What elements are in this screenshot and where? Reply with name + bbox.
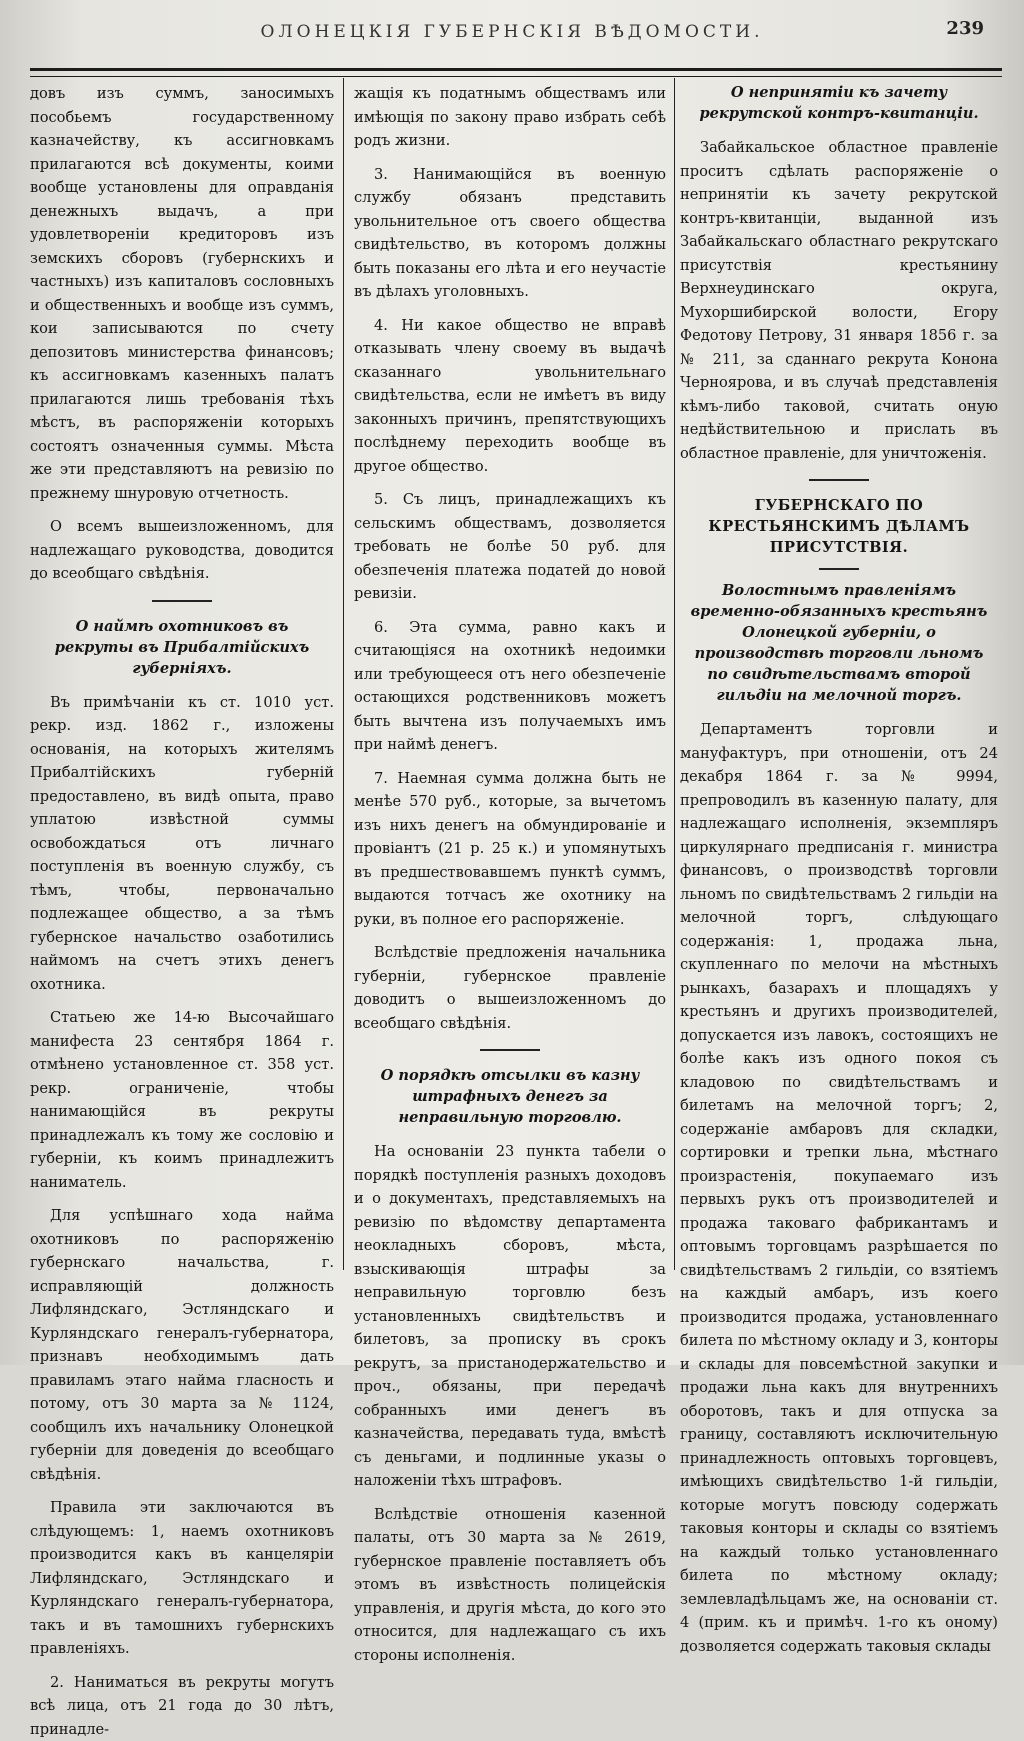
column-1 <box>30 82 334 1357</box>
column-2 <box>354 82 666 1357</box>
paragraph: 2. Наниматься въ рекруты могутъ всѣ лица, отъ 21 года до 30 лѣтъ, принадле- <box>30 1671 334 1741</box>
department-heading: ГУБЕРНСКАГО ПО КРЕСТЬЯНСКИМЪ ДѢЛАМЪ ПРИСУТСТВІЯ. <box>680 495 998 558</box>
column-3 <box>680 82 998 1357</box>
paragraph: Статьею же 14-ю Высочайшаго манифеста 23 сентября 1864 г. отмѣнено установленное ст. 358 уст. рекр. ограниченіе, чтобы нанимающійся въ рекруты принадлежалъ къ тому же сословію и губерніи, къ коимъ принадлежитъ наниматель. <box>30 1006 334 1194</box>
paragraph: Для успѣшнаго хода найма охотниковъ по распоряженію губернскаго начальства, г. исправляющій должность Лифляндскаго, Эстляндскаго и Курляндскаго генералъ-губернатора, признавъ необходимымъ дать правиламъ этаго найма гласность и потому, отъ 30 марта за № 1124, сообщилъ ихъ начальнику Олонецкой губерніи для доведенія до всеобщаго свѣдѣнія. <box>30 1204 334 1486</box>
paragraph: 7. Наемная сумма должна быть не менѣе 570 руб., которые, за вычетомъ изъ нихъ денегъ на обмундированіе и провіантъ (21 р. 25 к.) и упомянутыхъ въ предшествовавшемъ пунктѣ суммъ, выдаются тотчасъ же охотнику на руки, въ полное его распоряженіе. <box>354 767 666 932</box>
paragraph: Въ примѣчаніи къ ст. 1010 уст. рекр. изд. 1862 г., изложены основанія, на которыхъ жителямъ Прибалтійскихъ губерній предоставлено, въ видѣ опыта, право уплатою извѣстной суммы освобождаться отъ личнаго поступленія въ военную службу, съ тѣмъ, чтобы, первоначально подлежащее общество, а за тѣмъ губернское начальство озаботились наймомъ на счетъ этихъ денегъ охотника. <box>30 691 334 997</box>
section-title: О наймѣ охотниковъ въ рекруты въ Прибалтійскихъ губерніяхъ. <box>34 616 330 679</box>
paragraph: Вслѣдствіе предложенія начальника губерніи, губернское правленіе доводитъ о вышеизложенномъ до всеобщаго свѣдѣнія. <box>354 941 666 1035</box>
column-divider-1 <box>343 78 344 1270</box>
paragraph: Правила эти заключаются въ слѣдующемъ: 1, наемъ охотниковъ производится какъ въ канцеляріи Лифляндскаго, Эстляндскаго и Курляндскаго генералъ-губернатора, такъ и въ тамошнихъ губернскихъ правленіяхъ. <box>30 1496 334 1661</box>
paragraph: О всемъ вышеизложенномъ, для надлежащаго руководства, доводится до всеобщаго свѣдѣнія. <box>30 515 334 586</box>
paragraph: жащія къ податнымъ обществамъ или имѣющія по закону право избрать себѣ родъ жизни. <box>354 82 666 153</box>
column-divider-2 <box>674 78 675 1270</box>
section-separator <box>480 1049 540 1051</box>
paragraph: 5. Съ лицъ, принадлежащихъ къ сельскимъ обществамъ, дозволяется требовать не болѣе 50 руб. для обезпеченія платежа податей до новой ревизіи. <box>354 488 666 606</box>
page-header <box>0 12 1024 52</box>
section-separator <box>152 600 212 602</box>
paragraph: Забайкальское областное правленіе проситъ сдѣлать распоряженіе о непринятіи къ зачету рекрутской контръ-квитанціи, выданной изъ Забайкальскаго областнаго рекрутскаго присутствія крестьянину Верхнеудинскаго округа, Мухоршибирской волости, Егору Федотову Петрову, 31 января 1856 г. за № 211, за сданнаго рекрута Конона Черноярова, и въ случаѣ представленія кѣмъ-либо таковой, считать оную недѣйствительною и прислать въ областное правленіе, для уничтоженія. <box>680 136 998 465</box>
section-separator <box>819 568 859 570</box>
section-separator <box>809 479 869 481</box>
paragraph: довъ изъ суммъ, заносимыхъ пособьемъ государственному казначейству, къ ассигновкамъ прилагаются всѣ документы, коими вообще установлены для оправданія денежныхъ выдачъ, а при удовлетвореніи кредиторовъ изъ земскихъ сборовъ (губернскихъ и частныхъ) изъ капиталовъ сословныхъ и общественныхъ и вообще изъ суммъ, кои записываются по счету депозитовъ министерства финансовъ; къ ассигновкамъ казенныхъ палатъ прилагаются лишь требованія тѣхъ мѣстъ, въ распоряженіи которыхъ состоятъ означенныя суммы. Мѣста же эти представляютъ на ревизію по прежнему шнуровую отчетность. <box>30 82 334 505</box>
paragraph: Вслѣдствіе отношенія казенной палаты, отъ 30 марта за № 2619, губернское правленіе поставляетъ объ этомъ въ извѣстность полицейскія управленія, и другія мѣста, до кого это относится, для надлежащаго съ ихъ стороны исполненія. <box>354 1503 666 1668</box>
newspaper-title: ОЛОНЕЦКІЯ ГУБЕРНСКІЯ ВѢДОМОСТИ. <box>0 22 1024 42</box>
paragraph: 3. Нанимающійся въ военную службу обязанъ представить увольнительное отъ своего общества свидѣтельство, въ которомъ должны быть показаны его лѣта и его неучастіе въ дѣлахъ уголовныхъ. <box>354 163 666 304</box>
paragraph: 6. Эта сумма, равно какъ и считающіяся на охотникѣ недоимки или требующееся отъ него обезпеченіе остающихся родственниковъ можетъ быть вычтена изъ получаемыхъ имъ при наймѣ денегъ. <box>354 616 666 757</box>
section-title: О порядкѣ отсылки въ казну штрафныхъ денегъ за неправильную торговлю. <box>358 1065 662 1128</box>
header-rule <box>30 68 1002 77</box>
paragraph: Департаментъ торговли и мануфактуръ, при отношеніи, отъ 24 декабря 1864 г. за № 9994, препроводилъ въ казенную палату, для надлежащаго исполненія, экземпляръ циркулярнаго предписанія г. министра финансовъ, о производствѣ торговли льномъ по свидѣтельствамъ 2 гильдіи на мелочной торгъ, слѣдующаго содержанія: 1, продажа льна, скупленнаго по мелочи на мѣстныхъ рынкахъ, базарахъ и площадяхъ у крестьянъ и другихъ производителей, допускается изъ лавокъ, состоящихъ не болѣе какъ изъ одного покоя съ кладовою по свидѣтельствамъ и билетамъ на мелочной торгъ; 2, содержаніе амбаровъ для складки, сортировки и трепки льна, мѣстнаго произрастенія, покупаемаго изъ первыхъ рукъ отъ производителей и продажа таковаго фабрикантамъ и оптовымъ торговцамъ разрѣшается по свидѣтельствамъ 2 гильдіи, со взятіемъ на каждый амбаръ, изъ коего производится продажа, установленнаго билета по мѣстному окладу и 3, конторы и склады для повсемѣстной закупки и продажи льна какъ для внутреннихъ оборотовъ, такъ и для отпуска за границу, составляютъ исключительную принадлежность оптовыхъ торговцевъ, имѣющихъ свидѣтельство 1-й гильдіи, которые могутъ повсюду содержать таковыя конторы и склады со взятіемъ на каждый только установленнаго билета по мѣстному окладу; землевладѣльцамъ же, на основаніи ст. 4 (прим. къ и примѣч. 1-го къ оному) дозволяется содержать таковыя склады <box>680 718 998 1658</box>
page-number: 239 <box>946 18 984 39</box>
paragraph: На основаніи 23 пункта табели о порядкѣ поступленія разныхъ доходовъ и о документахъ, представляемыхъ на ревизію по вѣдомству департамента неокладныхъ сборовъ, мѣста, взыскивающія штрафы за неправильную торговлю безъ установленныхъ свидѣтельствъ и билетовъ, за прописку въ срокъ рекрутъ, за пристанодержательство и проч., обязаны, при передачѣ собранныхъ ими денегъ въ казначейства, передавать туда, вмѣстѣ съ деньгами, и подлинные указы о наложеніи тѣхъ штрафовъ. <box>354 1140 666 1493</box>
section-title: Волостнымъ правленіямъ временно-обязанныхъ крестьянъ Олонецкой губерніи, о производствѣ торговли льномъ по свидѣтельствамъ второй гильдіи на мелочной торгъ. <box>684 580 994 706</box>
section-title: О непринятіи къ зачету рекрутской контръ-квитанціи. <box>684 82 994 124</box>
paragraph: 4. Ни какое общество не вправѣ отказывать члену своему въ выдачѣ сказаннаго увольнительнаго свидѣтельства, если не имѣетъ въ виду законныхъ причинъ, препятствующихъ послѣднему переходить вообще въ другое общество. <box>354 314 666 479</box>
